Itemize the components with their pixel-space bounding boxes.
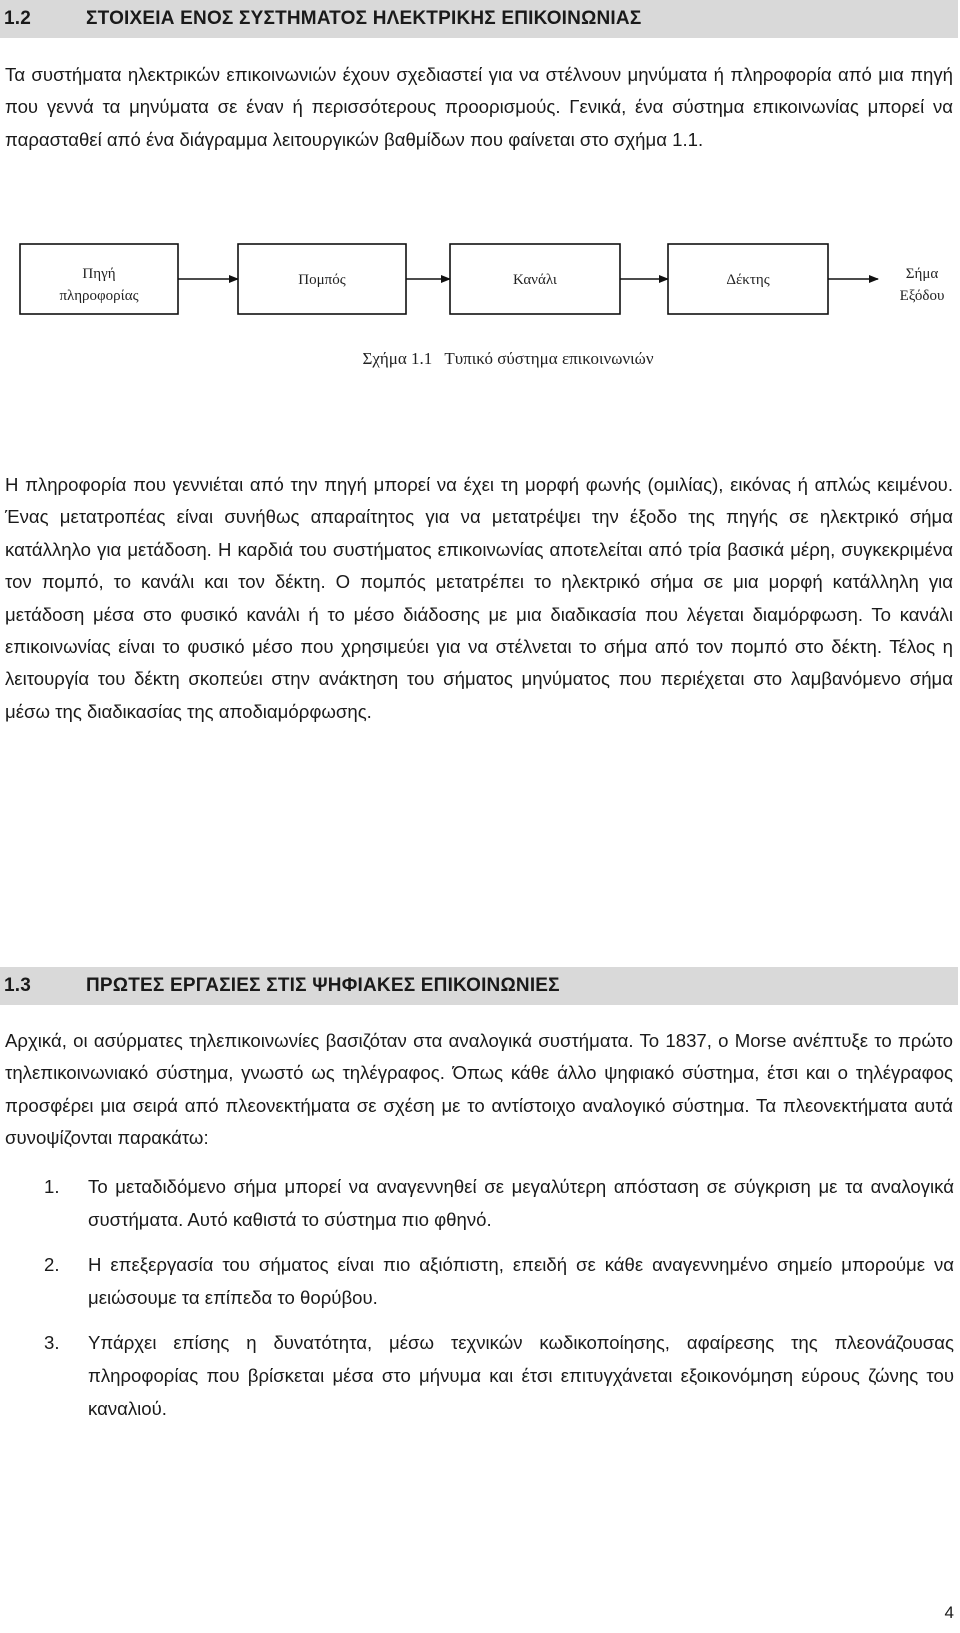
transmitter-label: Πομπός bbox=[298, 272, 346, 288]
advantages-list bbox=[0, 1170, 960, 1437]
list-item bbox=[0, 1170, 960, 1236]
list-item-number: 1. bbox=[44, 1176, 60, 1197]
section-1-3-heading bbox=[0, 967, 958, 1005]
list-item-text: Η επεξεργασία του σήματος είναι πιο αξιόπιστη, επειδή σε κάθε αναγεννημένο σημείο μπορούμε να μειώσουμε τα επίπεδα το θορύβου. bbox=[88, 1254, 954, 1308]
block-diagram-figure bbox=[0, 238, 960, 383]
list-item-text: Υπάρχει επίσης η δυνατότητα, μέσω τεχνικών κωδικοποίησης, αφαίρεσης της πλεονάζουσας πληροφορίας που βρίσκεται μέσα στο μήνυμα και έτσι επιτυγχάνεται εξοικονόμηση εύρους ζώνης του καναλιού. bbox=[88, 1332, 954, 1419]
figure-caption bbox=[362, 349, 653, 368]
section-title: ΣΤΟΙΧΕΙΑ ΕΝΟΣ ΣΥΣΤΗΜΑΤΟΣ ΗΛΕΚΤΡΙΚΗΣ ΕΠΙΚΟΙΝΩΝΙΑΣ bbox=[86, 8, 642, 29]
output-label-line2: Εξόδου bbox=[899, 288, 945, 304]
section-1-2-intro: Τα συστήματα ηλεκτρικών επικοινωνιών έχουν σχεδιαστεί για να στέλνουν μηνύματα ή πληροφορία από μια πηγή που γεννά τα μηνύματα σε έναν ή περισσότερους προορισμούς. Γενικά, ένα σύστημα επικοινωνίας μπορεί να παρασταθεί από ένα διάγραμμα λειτουργικών βαθμίδων που φαίνεται στο σχήμα 1.1. bbox=[5, 64, 953, 150]
section-number: 1.3 bbox=[4, 975, 32, 996]
source-label-line1: Πηγή bbox=[82, 266, 116, 282]
caption-text: Τυπικό σύστημα επικοινωνιών bbox=[444, 349, 654, 368]
section-1-2-heading bbox=[0, 0, 958, 38]
receiver-label: Δέκτης bbox=[726, 272, 770, 288]
output-label-line1: Σήμα bbox=[905, 266, 939, 282]
list-item-number: 3. bbox=[44, 1332, 60, 1353]
list-item-number: 2. bbox=[44, 1254, 60, 1275]
section-1-2-body: Η πληροφορία που γεννιέται από την πηγή μπορεί να έχει τη μορφή φωνής (ομιλίας), εικόνας ή απλώς κειμένου. Ένας μετατροπέας είναι συνήθως απαραίτητος για να μετατρέψει την έξοδο της πηγής σε ηλεκτρικό σήμα κατάλληλο για μετάδοση. Η καρδιά του συστήματος επικοινωνίας αποτελείται από τρία βασικά μέρη, συγκεκριμένα τον πομπό, το κανάλι και τον δέκτη. Ο πομπός μετατρέπει το ηλεκτρικό σήμα σε μια μορφή κατάλληλη για μετάδοση μέσα στο φυσικό κανάλι ή το μέσο διάδοσης με μια διαδικασία που λέγεται διαμόρφωση. Το κανάλι επικοινωνίας είναι το φυσικό μέσο που χρησιμεύει για να στέλνεται το σήμα από τον πομπό στο δέκτη. Τέλος η λειτουργία του δέκτη σκοπεύει στην ανάκτηση του σήματος μηνύματος που περιέχεται στο λαμβανόμενο σήμα μέσω της διαδικασίας της αποδιαμόρφωσης. bbox=[5, 474, 953, 722]
section-1-3-intro: Αρχικά, οι ασύρματες τηλεπικοινωνίες βασιζόταν στα αναλογικά συστήματα. Το 1837, ο Morse ανέπτυξε το πρώτο τηλεπικοινωνιακό σύστημα, γνωστό ως τηλέγραφος. Όπως κάθε άλλο ψηφιακό σύστημα, έτσι και ο τηλέγραφος προσφέρει μια σειρά από πλεονεκτήματα σε σχέση με το αντίστοιχο αναλογικό σύστημα. Τα πλεονεκτήματα αυτά συνοψίζονται παρακάτω: bbox=[5, 1030, 953, 1149]
caption-label: Σχήμα 1.1 bbox=[362, 349, 433, 368]
list-item bbox=[0, 1248, 960, 1314]
channel-label: Κανάλι bbox=[513, 272, 557, 288]
page-number: 4 bbox=[944, 1603, 954, 1622]
list-item bbox=[0, 1326, 960, 1425]
section-title: ΠΡΩΤΕΣ ΕΡΓΑΣΙΕΣ ΣΤΙΣ ΨΗΦΙΑΚΕΣ ΕΠΙΚΟΙΝΩΝΙΕΣ bbox=[86, 975, 560, 996]
source-label-line2: πληροφορίας bbox=[59, 288, 139, 304]
section-number: 1.2 bbox=[4, 8, 32, 29]
list-item-text: Το μεταδιδόμενο σήμα μπορεί να αναγεννηθεί σε μεγαλύτερη απόσταση σε σύγκριση με τα αναλογικά συστήματα. Αυτό καθιστά το σύστημα πιο φθηνό. bbox=[88, 1176, 954, 1230]
